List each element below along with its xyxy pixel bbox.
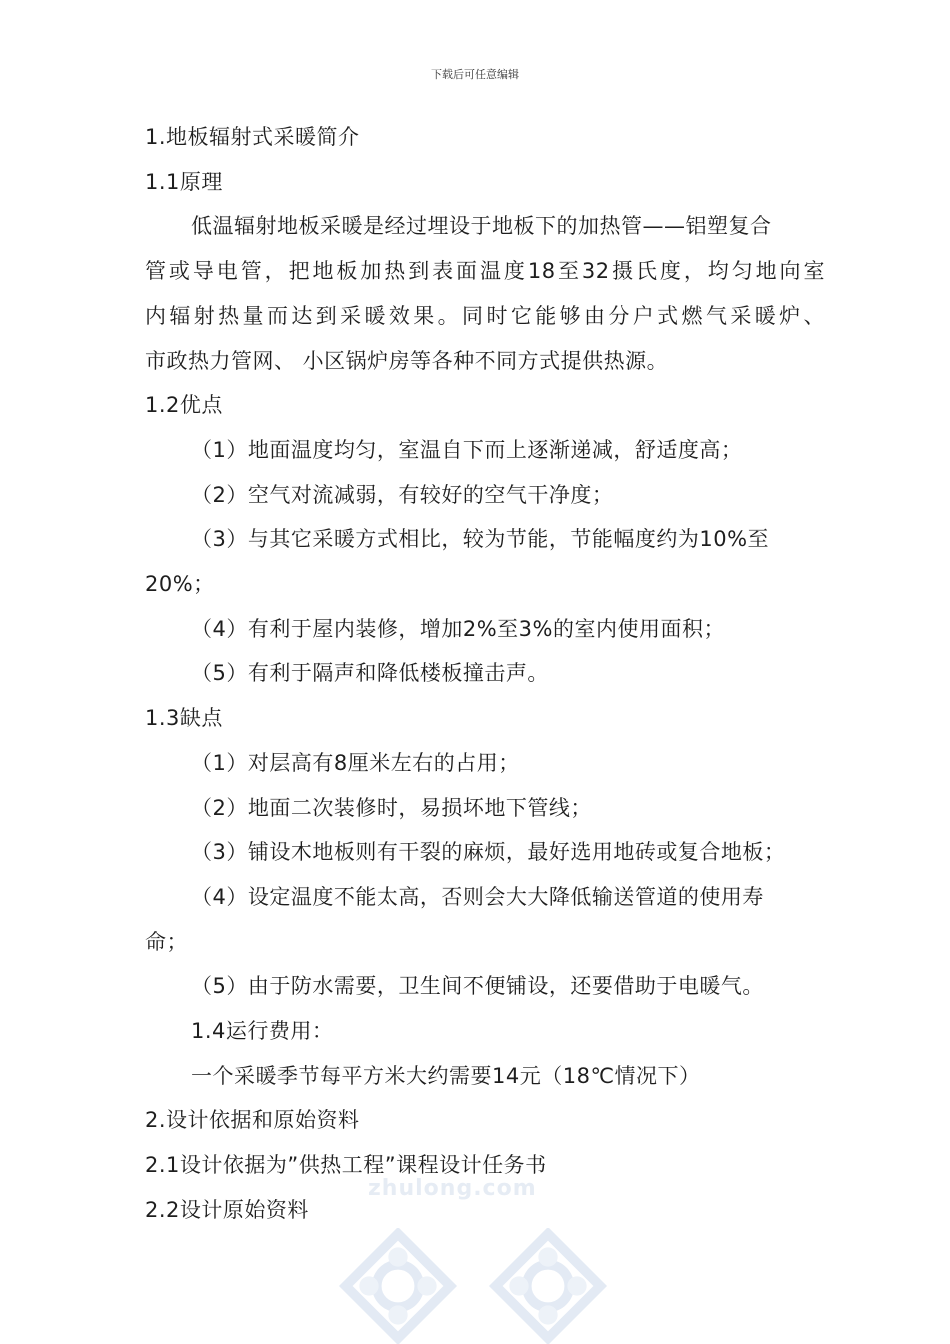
- text-line: （3）与其它采暖方式相比，较为节能，节能幅度约为10%至: [191, 527, 770, 552]
- page-header: 下载后可任意编辑: [431, 68, 519, 81]
- text-line: 1.1原理: [145, 169, 223, 194]
- text-line: 2.1设计依据为”供热工程”课程设计任务书: [145, 1153, 547, 1178]
- text-line: （5）由于防水需要，卫生间不便铺设，还要借助于电暖气。: [191, 974, 764, 999]
- text-line: （1）地面温度均匀，室温自下而上逐渐递减，舒适度高；: [191, 437, 743, 462]
- text-line: 2.2设计原始资料: [145, 1197, 309, 1222]
- watermark-text: zhulong.com: [368, 1176, 537, 1201]
- text-line: （4）有利于屋内装修，增加2%至3%的室内使用面积；: [191, 616, 725, 641]
- text-line: 命；: [145, 929, 188, 954]
- text-line: （4）设定温度不能太高，否则会大大降低输送管道的使用寿: [191, 884, 764, 909]
- text-line: 1.2优点: [145, 393, 223, 418]
- text-line: 低温辐射地板采暖是经过埋设于地板下的加热管——铝塑复合: [191, 214, 772, 239]
- text-line: （3）铺设木地板则有干裂的麻烦，最好选用地砖或复合地板；: [191, 840, 786, 865]
- text-line: （2）地面二次装修时，易损坏地下管线；: [191, 795, 592, 820]
- watermark-logo-left: [338, 1228, 458, 1344]
- watermark-logo-right: [488, 1228, 608, 1344]
- text-line: 20%；: [145, 572, 215, 596]
- text-line: （2）空气对流减弱，有较好的空气干净度；: [191, 482, 614, 507]
- text-line: 1.4运行费用：: [191, 1019, 334, 1043]
- text-line: 1.地板辐射式采暖简介: [145, 125, 360, 149]
- text-line: 管或导电管，把地板加热到表面温度18至32摄氏度，均匀地向室: [145, 259, 825, 284]
- text-line: （1）对层高有8厘米左右的占用；: [191, 750, 520, 775]
- text-line: 1.3缺点: [145, 706, 223, 731]
- text-line: 一个采暖季节每平方米大约需要14元（18℃情况下）: [191, 1063, 701, 1088]
- text-line: 内辐射热量而达到采暖效果。同时它能够由分户式燃气采暖炉、: [145, 303, 825, 328]
- text-line: 2.设计依据和原始资料: [145, 1108, 360, 1133]
- text-line: 市政热力管网、 小区锅炉房等各种不同方式提供热源。: [145, 348, 669, 373]
- text-line: （5）有利于隔声和降低楼板撞击声。: [191, 661, 549, 686]
